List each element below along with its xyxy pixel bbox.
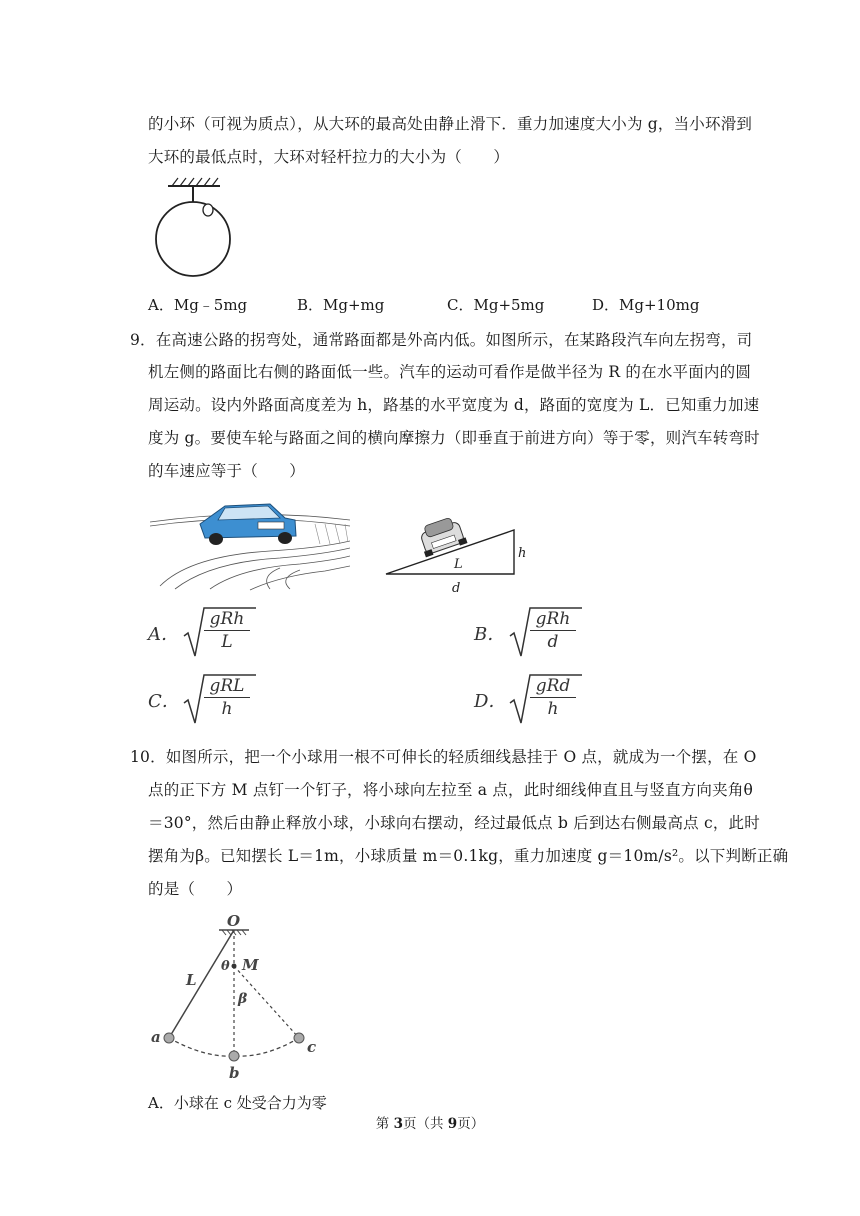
q9-text-line-5: 的车速应等于（ ）: [148, 462, 306, 480]
q8-option-c: C．Mg+5mg: [447, 296, 545, 314]
q8-option-d: D．Mg+10mg: [592, 296, 700, 314]
option-label: D．: [474, 691, 507, 712]
car-turning-illustration: [150, 496, 350, 591]
label-O: O: [227, 912, 241, 930]
denominator: L: [221, 632, 233, 652]
label-c: c: [307, 1038, 317, 1056]
numerator: gRd: [530, 675, 576, 698]
option-label: C．: [148, 691, 180, 712]
q10-text-line-4: 摆角为β。已知摆长 L＝1m，小球质量 m＝0.1kg，重力加速度 g＝10m/s²。以下判断正确: [148, 847, 789, 865]
pendulum-diagram: [145, 908, 325, 1083]
q9-text-line-4: 度为 g。要使车轮与路面之间的横向摩擦力（即垂直于前进方向）等于零，则汽车转弯时: [148, 429, 760, 447]
label-L-pendulum: L: [186, 971, 197, 989]
q8-option-a: A．Mg﹣5mg: [148, 296, 248, 314]
page-footer: [0, 1112, 860, 1132]
q10-text-line-2: 点的正下方 M 点钉一个钉子，将小球向左拉至 a 点，此时细线伸直且与竖直方向夹角θ: [148, 781, 754, 799]
q9-option-b: [474, 606, 594, 660]
label-d: d: [452, 581, 461, 596]
label-h: h: [518, 546, 527, 561]
label-theta: θ: [221, 959, 230, 974]
label-L: L: [454, 557, 463, 572]
numerator: gRh: [204, 608, 250, 631]
q8-text-line-2: 大环的最低点时，大环对轻杆拉力的大小为（ ）: [148, 148, 510, 166]
footer-mid: 页（共: [403, 1116, 448, 1132]
label-M: M: [242, 956, 259, 974]
label-b: b: [229, 1064, 240, 1082]
footer-total-pages: 9: [447, 1116, 458, 1132]
banked-road-diagram: [384, 512, 534, 597]
ring-diagram: [150, 172, 240, 282]
footer-post: 页）: [457, 1116, 485, 1132]
q10-text-line-1: 10．如图所示，把一个小球用一根不可伸长的轻质细线悬挂于 O 点，就成为一个摆，在 O: [130, 748, 757, 766]
numerator: gRL: [204, 675, 250, 698]
q10-text-line-5: 的是（ ）: [148, 880, 243, 898]
option-label: B．: [474, 624, 506, 645]
q9-text-line-1: 9．在高速公路的拐弯处，通常路面都是外高内低。如图所示，在某路段汽车向左拐弯，司: [130, 331, 753, 349]
q9-text-line-2: 机左侧的路面比右侧的路面低一些。汽车的运动可看作是做半径为 R 的在水平面内的圆: [148, 363, 752, 381]
q8-text-line-1: 的小环（可视为质点），从大环的最高处由静止滑下．重力加速度大小为 g，当小环滑到: [148, 115, 753, 133]
denominator: h: [547, 699, 559, 719]
label-a: a: [151, 1028, 161, 1046]
q10-text-line-3: ＝30°，然后由静止释放小球，小球向右摆动，经过最低点 b 后到达右侧最高点 c，此时: [148, 814, 760, 832]
q10-option-a: A．小球在 c 处受合力为零: [148, 1094, 327, 1112]
q9-option-a: [148, 606, 268, 660]
footer-pre: 第: [375, 1116, 394, 1132]
footer-page-number: 3: [393, 1116, 403, 1132]
denominator: d: [547, 632, 559, 652]
denominator: h: [221, 699, 233, 719]
q9-option-c: [148, 673, 268, 727]
q8-option-b: B．Mg+mg: [297, 296, 385, 314]
numerator: gRh: [530, 608, 576, 631]
option-label: A．: [148, 624, 179, 645]
q9-text-line-3: 周运动。设内外路面高度差为 h，路基的水平宽度为 d，路面的宽度为 L．已知重力加速: [148, 396, 760, 414]
q9-option-d: [474, 673, 594, 727]
label-beta: β: [238, 991, 248, 1007]
